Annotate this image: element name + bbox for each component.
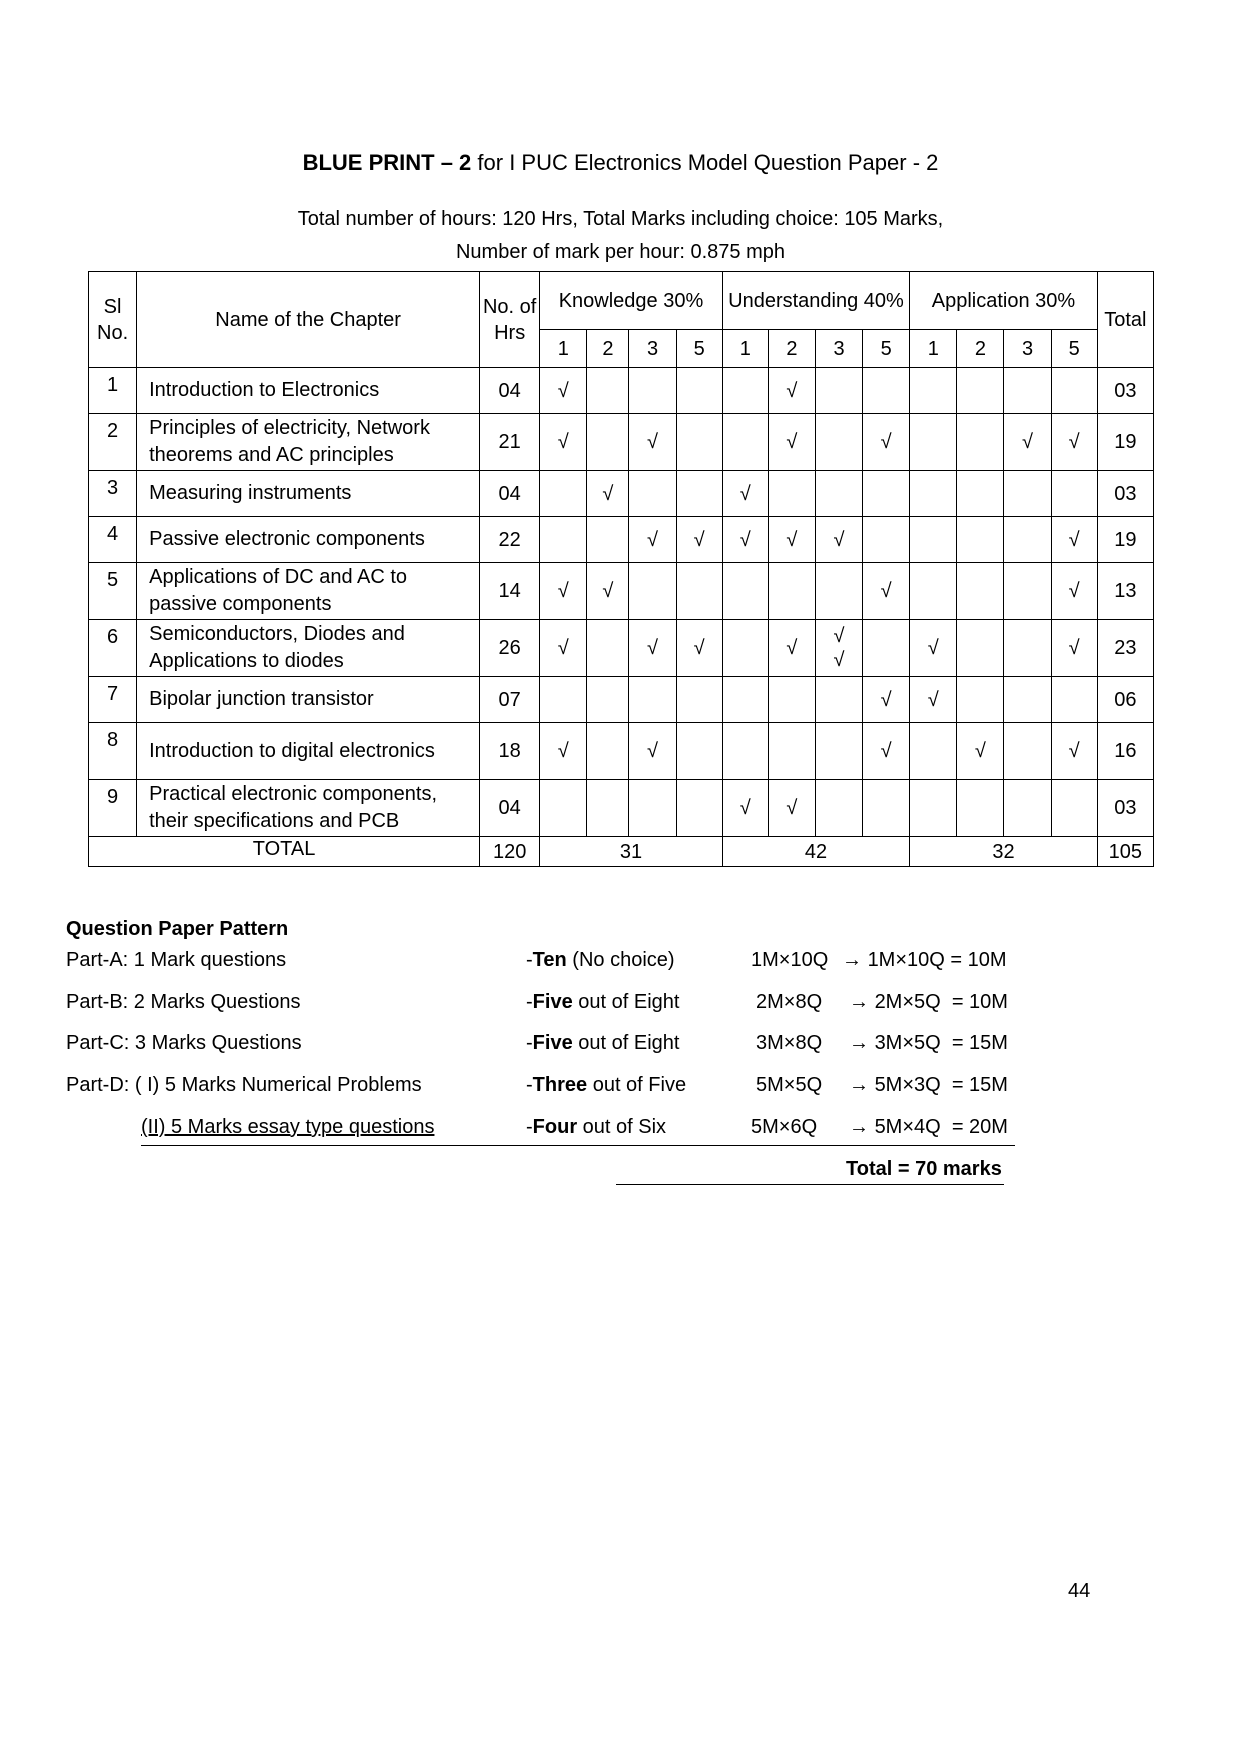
- row-total: 13: [1097, 563, 1153, 620]
- table-row: [89, 517, 1154, 563]
- pattern-given: 3M×8Q: [756, 1032, 823, 1054]
- row-mark-cell: [1004, 723, 1051, 780]
- row-mark-cell: [910, 414, 957, 471]
- total-label: TOTAL: [89, 837, 480, 867]
- row-mark-cell: √: [768, 368, 815, 414]
- subheader-cell: 3: [1004, 330, 1051, 368]
- pattern-row: [0, 949, 1241, 979]
- pattern-given: 5M×5Q: [756, 1074, 823, 1096]
- row-chapter-name: Applications of DC and AC to passive components: [137, 563, 480, 620]
- subheader-cell: 5: [863, 330, 910, 368]
- row-hours: 04: [480, 780, 540, 837]
- pattern-choice: -Four out of Six: [526, 1116, 667, 1138]
- row-mark-cell: [676, 677, 722, 723]
- row-mark-cell: √: [629, 517, 676, 563]
- row-mark-cell: [863, 471, 910, 517]
- row-mark-cell: √: [910, 677, 957, 723]
- row-mark-cell: [676, 780, 722, 837]
- row-mark-cell: √: [540, 723, 587, 780]
- pattern-row: [0, 1074, 1241, 1104]
- row-mark-cell: [587, 677, 629, 723]
- row-mark-cell: [676, 563, 722, 620]
- row-mark-cell: [910, 517, 957, 563]
- row-mark-cell: [910, 780, 957, 837]
- row-mark-cell: √: [629, 414, 676, 471]
- table-row: [89, 414, 1154, 471]
- row-total: 03: [1097, 780, 1153, 837]
- row-mark-cell: √: [1051, 517, 1097, 563]
- row-mark-cell: √: [676, 517, 722, 563]
- row-chapter-name: Bipolar junction transistor: [137, 677, 480, 723]
- subheader-cell: 2: [957, 330, 1004, 368]
- row-hours: 04: [480, 368, 540, 414]
- row-mark-cell: √: [815, 517, 862, 563]
- row-mark-cell: [957, 780, 1004, 837]
- table-total-row: [89, 837, 1154, 867]
- row-mark-cell: [1051, 780, 1097, 837]
- pattern-row: [0, 1032, 1241, 1062]
- row-mark-cell: [1004, 517, 1051, 563]
- row-mark-cell: √: [768, 517, 815, 563]
- row-sl: 6: [89, 620, 137, 677]
- total-application: 32: [910, 837, 1098, 867]
- row-mark-cell: [722, 414, 768, 471]
- total-underline: [616, 1184, 1004, 1185]
- row-mark-cell: [957, 471, 1004, 517]
- table-row: [89, 471, 1154, 517]
- row-chapter-name: Principles of electricity, Network theorems and AC principles: [137, 414, 480, 471]
- subheader-cell: 5: [1051, 330, 1097, 368]
- row-mark-cell: [722, 723, 768, 780]
- row-mark-cell: [540, 517, 587, 563]
- row-mark-cell: √: [768, 620, 815, 677]
- row-sl: 2: [89, 414, 137, 471]
- row-hours: 18: [480, 723, 540, 780]
- row-mark-cell: [1004, 677, 1051, 723]
- row-mark-cell: √: [863, 677, 910, 723]
- subheader-cell: 1: [540, 330, 587, 368]
- row-mark-cell: [540, 780, 587, 837]
- row-mark-cell: [910, 723, 957, 780]
- row-total: 19: [1097, 517, 1153, 563]
- row-sl: 3: [89, 471, 137, 517]
- row-mark-cell: [863, 517, 910, 563]
- pattern-result: → 1M×10Q = 10M: [842, 949, 1007, 971]
- header-knowledge: Knowledge 30%: [540, 272, 722, 330]
- row-mark-cell: [629, 780, 676, 837]
- blueprint-table: [88, 271, 1154, 867]
- row-mark-cell: [957, 677, 1004, 723]
- title-bold: BLUE PRINT – 2: [302, 150, 472, 175]
- row-mark-cell: [629, 677, 676, 723]
- row-mark-cell: [1004, 620, 1051, 677]
- row-mark-cell: √: [863, 563, 910, 620]
- row-total: 16: [1097, 723, 1153, 780]
- row-mark-cell: √: [722, 471, 768, 517]
- pattern-total: Total = 70 marks: [846, 1158, 1002, 1180]
- table-header-row: [89, 272, 1154, 330]
- pattern-row: [0, 1116, 1241, 1146]
- title-rest: for I PUC Electronics Model Question Paper - 2: [471, 150, 939, 175]
- row-sl: 9: [89, 780, 137, 837]
- row-mark-cell: [1004, 563, 1051, 620]
- row-mark-cell: [676, 414, 722, 471]
- row-mark-cell: [910, 368, 957, 414]
- row-mark-cell: [587, 620, 629, 677]
- row-mark-cell: [815, 471, 862, 517]
- row-mark-cell: [1051, 368, 1097, 414]
- row-sl: 7: [89, 677, 137, 723]
- row-mark-cell: [1051, 471, 1097, 517]
- page-title: [0, 150, 1241, 176]
- row-mark-cell: [815, 723, 862, 780]
- pattern-underline: [141, 1145, 1015, 1146]
- subtitle-marks-per-hour: Number of mark per hour: 0.875 mph: [455, 241, 786, 263]
- row-mark-cell: √: [722, 517, 768, 563]
- table-row: [89, 677, 1154, 723]
- row-mark-cell: [815, 677, 862, 723]
- row-mark-cell: √: [1051, 620, 1097, 677]
- subheader-cell: 5: [676, 330, 722, 368]
- row-mark-cell: √ √: [815, 620, 862, 677]
- pattern-result: → 5M×3Q = 15M: [849, 1074, 1008, 1096]
- row-hours: 22: [480, 517, 540, 563]
- header-application: Application 30%: [910, 272, 1098, 330]
- row-mark-cell: [676, 368, 722, 414]
- row-total: 19: [1097, 414, 1153, 471]
- row-mark-cell: [587, 368, 629, 414]
- row-mark-cell: [815, 563, 862, 620]
- pattern-result: → 2M×5Q = 10M: [849, 991, 1008, 1013]
- row-mark-cell: [540, 677, 587, 723]
- table-row: [89, 368, 1154, 414]
- subheader-cell: 1: [910, 330, 957, 368]
- row-mark-cell: [957, 563, 1004, 620]
- row-mark-cell: √: [629, 620, 676, 677]
- pattern-choice: -Five out of Eight: [526, 991, 680, 1013]
- row-hours: 07: [480, 677, 540, 723]
- row-mark-cell: [722, 368, 768, 414]
- subheader-cell: 2: [587, 330, 629, 368]
- row-mark-cell: [863, 620, 910, 677]
- row-chapter-name: Introduction to Electronics: [137, 368, 480, 414]
- row-mark-cell: [722, 563, 768, 620]
- row-mark-cell: √: [540, 620, 587, 677]
- pattern-result: → 3M×5Q = 15M: [849, 1032, 1008, 1054]
- row-total: 03: [1097, 368, 1153, 414]
- row-mark-cell: [863, 780, 910, 837]
- row-mark-cell: [910, 563, 957, 620]
- row-mark-cell: √: [587, 471, 629, 517]
- pattern-choice: -Five out of Eight: [526, 1032, 680, 1054]
- pattern-choice: -Ten (No choice): [526, 949, 675, 971]
- row-mark-cell: [768, 677, 815, 723]
- subheader-cell: 3: [629, 330, 676, 368]
- pattern-part: Part-B: 2 Marks Questions: [66, 991, 301, 1013]
- total-hours: 120: [480, 837, 540, 867]
- subheader-cell: 1: [722, 330, 768, 368]
- row-mark-cell: [768, 723, 815, 780]
- row-hours: 21: [480, 414, 540, 471]
- row-chapter-name: Introduction to digital electronics: [137, 723, 480, 780]
- row-mark-cell: [587, 780, 629, 837]
- row-mark-cell: √: [1051, 563, 1097, 620]
- page-number: 44: [1068, 1580, 1091, 1602]
- row-mark-cell: [768, 471, 815, 517]
- row-mark-cell: [1051, 677, 1097, 723]
- row-mark-cell: [722, 677, 768, 723]
- row-mark-cell: √: [676, 620, 722, 677]
- pattern-result: → 5M×4Q = 20M: [849, 1116, 1008, 1138]
- subtitle-hours: Total number of hours: 120 Hrs, Total Marks including choice: 105 Marks,: [297, 208, 944, 230]
- row-chapter-name: Practical electronic components, their specifications and PCB: [137, 780, 480, 837]
- row-mark-cell: √: [587, 563, 629, 620]
- row-mark-cell: √: [863, 414, 910, 471]
- row-mark-cell: [815, 414, 862, 471]
- row-mark-cell: [722, 620, 768, 677]
- row-mark-cell: [587, 414, 629, 471]
- row-mark-cell: √: [722, 780, 768, 837]
- row-mark-cell: [629, 563, 676, 620]
- subheader-cell: 3: [815, 330, 862, 368]
- total-knowledge: 31: [540, 837, 722, 867]
- header-chapter-name: Name of the Chapter: [137, 272, 480, 368]
- row-mark-cell: √: [540, 563, 587, 620]
- table-row: [89, 620, 1154, 677]
- row-mark-cell: [957, 620, 1004, 677]
- header-understanding: Understanding 40%: [722, 272, 910, 330]
- header-hours: No. of Hrs: [480, 272, 540, 368]
- pattern-part: Part-D: ( I) 5 Marks Numerical Problems: [66, 1074, 422, 1096]
- row-mark-cell: [910, 471, 957, 517]
- row-mark-cell: [1004, 780, 1051, 837]
- row-hours: 14: [480, 563, 540, 620]
- row-chapter-name: Semiconductors, Diodes and Applications to diodes: [137, 620, 480, 677]
- table-row: [89, 780, 1154, 837]
- pattern-part: Part-A: 1 Mark questions: [66, 949, 287, 971]
- row-mark-cell: √: [1051, 723, 1097, 780]
- row-mark-cell: [957, 368, 1004, 414]
- header-total: Total: [1097, 272, 1153, 368]
- row-mark-cell: [587, 517, 629, 563]
- pattern-title: Question Paper Pattern: [66, 918, 289, 940]
- total-marks: 105: [1097, 837, 1153, 867]
- row-mark-cell: √: [1051, 414, 1097, 471]
- row-sl: 4: [89, 517, 137, 563]
- row-mark-cell: [768, 563, 815, 620]
- row-sl: 1: [89, 368, 137, 414]
- row-mark-cell: [676, 471, 722, 517]
- row-mark-cell: [587, 723, 629, 780]
- total-understanding: 42: [722, 837, 910, 867]
- pattern-part: (II) 5 Marks essay type questions: [141, 1116, 435, 1138]
- pattern-given: 1M×10Q: [751, 949, 829, 971]
- row-mark-cell: √: [540, 368, 587, 414]
- row-total: 06: [1097, 677, 1153, 723]
- row-chapter-name: Passive electronic components: [137, 517, 480, 563]
- row-sl: 5: [89, 563, 137, 620]
- row-mark-cell: [629, 471, 676, 517]
- row-mark-cell: √: [768, 780, 815, 837]
- row-mark-cell: √: [629, 723, 676, 780]
- pattern-row: [0, 991, 1241, 1021]
- row-mark-cell: √: [540, 414, 587, 471]
- subheader-cell: 2: [768, 330, 815, 368]
- row-sl: 8: [89, 723, 137, 780]
- row-hours: 26: [480, 620, 540, 677]
- row-mark-cell: [863, 368, 910, 414]
- pattern-part: Part-C: 3 Marks Questions: [66, 1032, 302, 1054]
- row-mark-cell: [1004, 471, 1051, 517]
- row-mark-cell: [540, 471, 587, 517]
- row-chapter-name: Measuring instruments: [137, 471, 480, 517]
- row-mark-cell: √: [910, 620, 957, 677]
- row-mark-cell: [815, 780, 862, 837]
- row-mark-cell: √: [863, 723, 910, 780]
- row-total: 23: [1097, 620, 1153, 677]
- row-mark-cell: [957, 517, 1004, 563]
- pattern-choice: -Three out of Five: [526, 1074, 687, 1096]
- table-row: [89, 723, 1154, 780]
- header-sl: Sl No.: [89, 272, 137, 368]
- row-mark-cell: [957, 414, 1004, 471]
- row-hours: 04: [480, 471, 540, 517]
- pattern-given: 5M×6Q: [751, 1116, 818, 1138]
- row-mark-cell: [1004, 368, 1051, 414]
- row-mark-cell: √: [957, 723, 1004, 780]
- row-mark-cell: [629, 368, 676, 414]
- pattern-given: 2M×8Q: [756, 991, 823, 1013]
- row-mark-cell: √: [1004, 414, 1051, 471]
- row-mark-cell: √: [768, 414, 815, 471]
- table-row: [89, 563, 1154, 620]
- row-mark-cell: [676, 723, 722, 780]
- row-mark-cell: [815, 368, 862, 414]
- row-total: 03: [1097, 471, 1153, 517]
